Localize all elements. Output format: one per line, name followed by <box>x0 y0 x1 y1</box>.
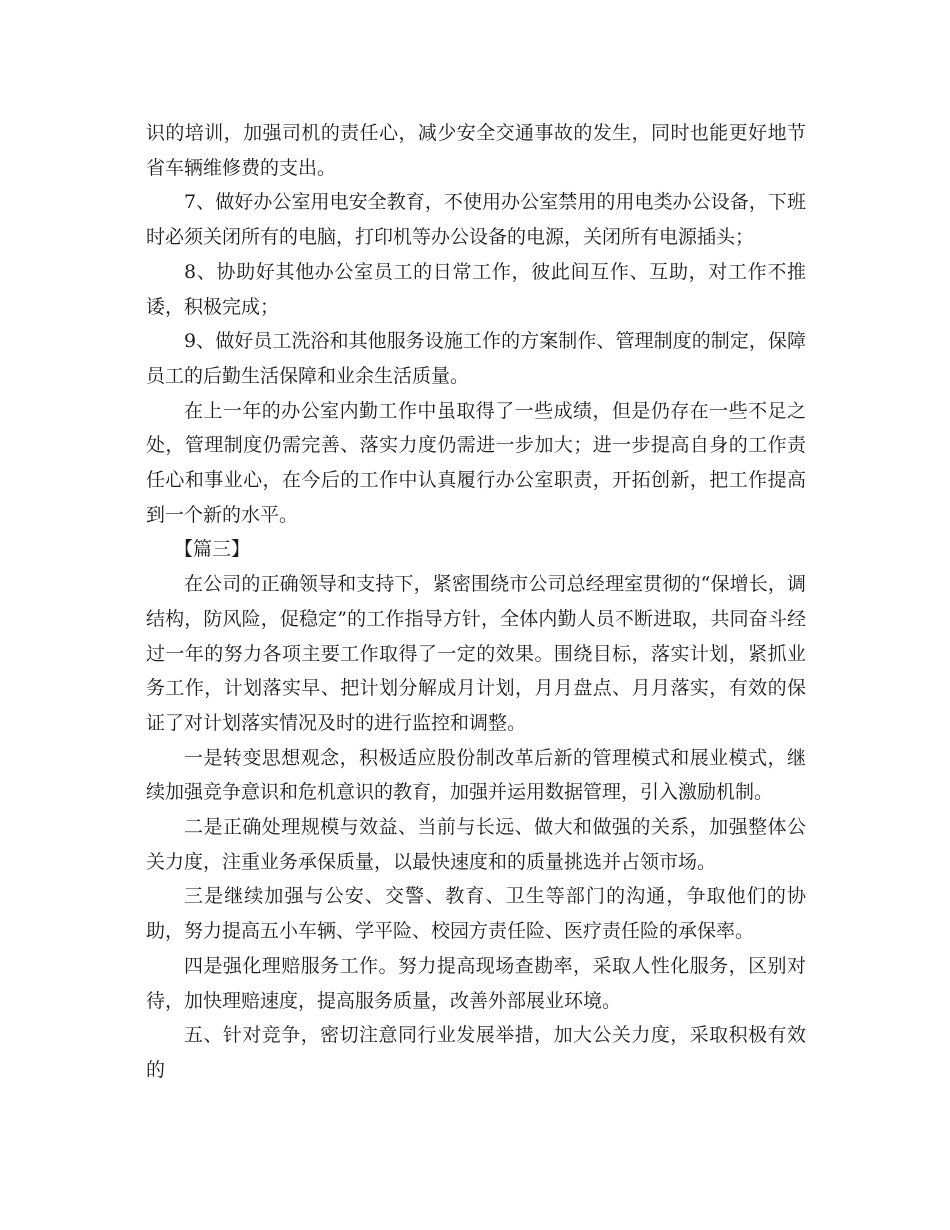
paragraph-item-7: 7、做好办公室用电安全教育，不使用办公室禁用的用电类办公设备，下班时必须关闭所有的电脑，打印机等办公设备的电源，关闭所有电源插头； <box>146 191 806 249</box>
paragraph-point-5: 五、针对竞争，密切注意同行业发展举措，加大公关力度，采取积极有效的 <box>146 1024 806 1081</box>
paragraph-continuation: 识的培训，加强司机的责任心，减少安全交通事故的发生，同时也能更好地节省车辆维修费的支出。 <box>146 122 806 179</box>
paragraph-intro: 在公司的正确领导和支持下，紧密围绕市公司总经理室贯彻的“保增长，调结构，防风险，促稳定”的工作指导方针，全体内勤人员不断进取，共同奋斗经过一年的努力各项主要工作取得了一定的效果。围绕目标，落实计划，紧抓业务工作，计划落实早、把计划分解成月计划，月月盘点、月月落实，有效的保证了对计划落实情况及时的进行监控和调整。 <box>146 573 806 734</box>
paragraph-point-3: 三是继续加强与公安、交警、教育、卫生等部门的沟通，争取他们的协助，努力提高五小车辆、学平险、校园方责任险、医疗责任险的承保率。 <box>146 885 806 943</box>
paragraph-point-2: 二是正确处理规模与效益、当前与长远、做大和做强的关系，加强整体公关力度，注重业务承保质量，以最快速度和的质量挑选并占领市场。 <box>146 816 806 873</box>
paragraph-item-9: 9、做好员工洗浴和其他服务设施工作的方案制作、管理制度的制定，保障员工的后勤生活保障和业余生活质量。 <box>146 330 806 387</box>
paragraph-point-4: 四是强化理赔服务工作。努力提高现场查勘率，采取人性化服务，区别对待，加快理赔速度，提高服务质量，改善外部展业环境。 <box>146 954 806 1012</box>
paragraph-item-8: 8、协助好其他办公室员工的日常工作，彼此间互作、互助，对工作不推诿，积极完成； <box>146 260 806 318</box>
document-body <box>146 116 806 1088</box>
paragraph-summary: 在上一年的办公室内勤工作中虽取得了一些成绩，但是仍存在一些不足之处，管理制度仍需完善、落实力度仍需进一步加大；进一步提高自身的工作责任心和事业心，在今后的工作中认真履行办公室职责，开拓创新，把工作提高到一个新的水平。 <box>146 399 806 526</box>
paragraph-point-1: 一是转变思想观念，积极适应股份制改革后新的管理模式和展业模式，继续加强竞争意识和危机意识的教育，加强并运用数据管理，引入激励机制。 <box>146 746 806 804</box>
section-heading: 【篇三】 <box>174 538 251 561</box>
